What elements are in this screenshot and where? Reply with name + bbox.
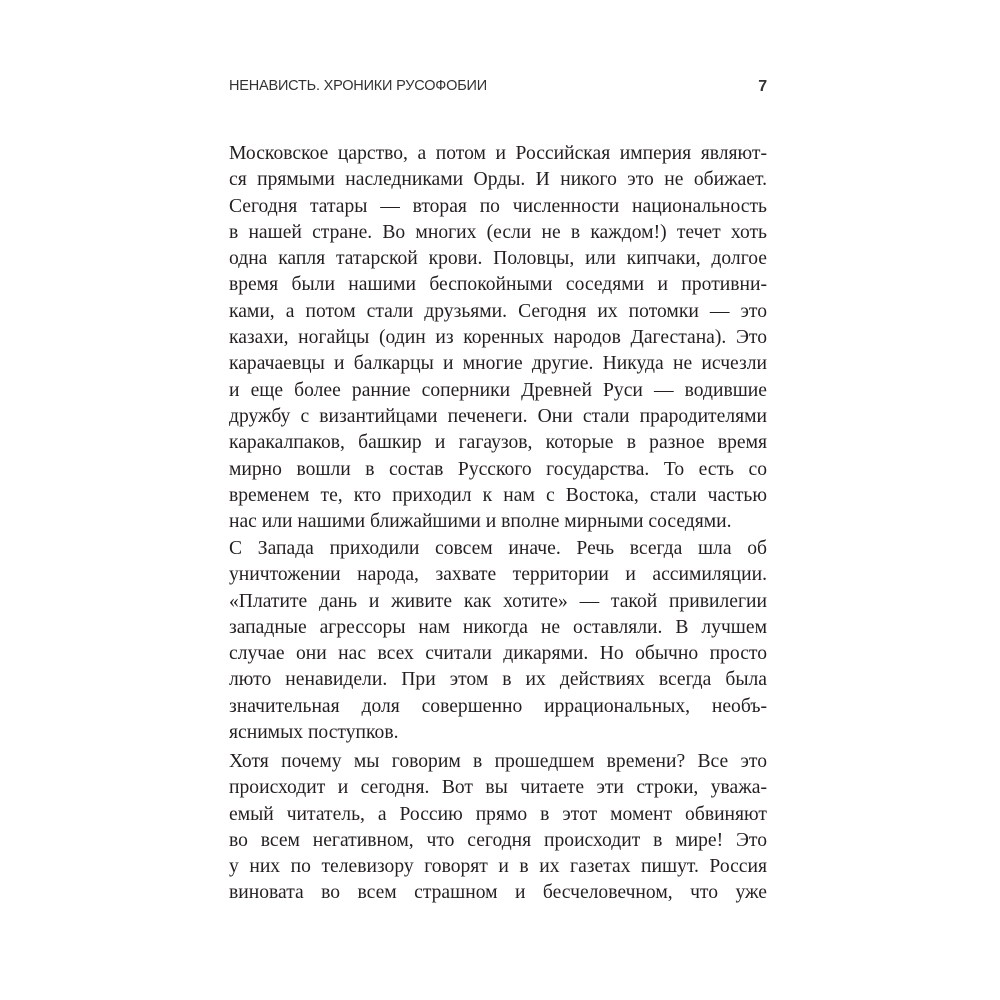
text-line: дружбу с византийцами печенеги. Они стали прародителями [229, 405, 767, 427]
text-line: нас или нашими ближайшими и вполне мирными соседями. [229, 511, 732, 533]
text-line: временем те, кто приходил к нам с Востока, стали частью [229, 484, 767, 506]
running-header [229, 78, 767, 96]
text-line: казахи, ногайцы (один из коренных народов Дагестана). Это [229, 327, 767, 349]
text-line: «Платите дань и живите как хотите» — такой привилегии [229, 590, 767, 612]
text-line: мирно вошли в состав Русского государства. То есть со [229, 458, 767, 480]
text-line: каракалпаков, башкир и гагаузов, которые в разное время [229, 432, 767, 454]
text-line: у них по телевизору говорят и в их газетах пишут. Россия [229, 856, 767, 878]
text-line: западные агрессоры нам никогда не оставляли. В лучшем [229, 616, 767, 638]
text-line: ся прямыми наследниками Орды. И никого это не обижает. [229, 169, 767, 191]
book-title: НЕНАВИСТЬ. ХРОНИКИ РУСОФОБИИ [229, 78, 487, 94]
text-line: Сегодня татары — вторая по численности национальность [229, 195, 767, 217]
text-line: карачаевцы и балкарцы и многие другие. Никуда не исчезли [229, 353, 767, 375]
text-line: одна капля татарской крови. Половцы, или кипчаки, долгое [229, 248, 767, 270]
text-line: случае они нас всех считали дикарями. Но обычно просто [229, 643, 767, 665]
text-line: уничтожении народа, захвате территории и ассимиляции. [229, 564, 767, 586]
paragraph-1 [229, 141, 767, 535]
text-line: яснимых поступков. [229, 722, 399, 744]
page-number: 7 [758, 78, 767, 95]
text-line: происходит и сегодня. Вот вы читаете эти строки, уважа- [229, 777, 767, 799]
text-line: во всем негативном, что сегодня происходит в мире! Это [229, 829, 767, 851]
paragraph-3 [229, 749, 767, 907]
text-line: Хотя почему мы говорим в прошедшем времени? Все это [229, 751, 767, 772]
paragraph-2 [229, 536, 767, 746]
text-line: виновата во всем страшном и бесчеловечном, что уже [229, 882, 767, 904]
text-line: в нашей стране. Во многих (если не в каждом!) течет хоть [229, 221, 767, 243]
text-line: ками, а потом стали друзьями. Сегодня их потомки — это [229, 300, 767, 322]
text-line: люто ненавидели. При этом в их действиях всегда была [229, 669, 767, 691]
text-line: емый читатель, а Россию прямо в этот момент обвиняют [229, 803, 767, 825]
text-line: С Запада приходили совсем иначе. Речь всегда шла об [229, 538, 767, 559]
text-line: и еще более ранние соперники Древней Руси — водившие [229, 379, 767, 401]
text-line: значительная доля совершенно иррациональных, необъ- [229, 695, 767, 717]
text-line: время были нашими беспокойными соседями и противни- [229, 274, 767, 296]
text-line: Московское царство, а потом и Российская империя являют- [229, 143, 767, 164]
